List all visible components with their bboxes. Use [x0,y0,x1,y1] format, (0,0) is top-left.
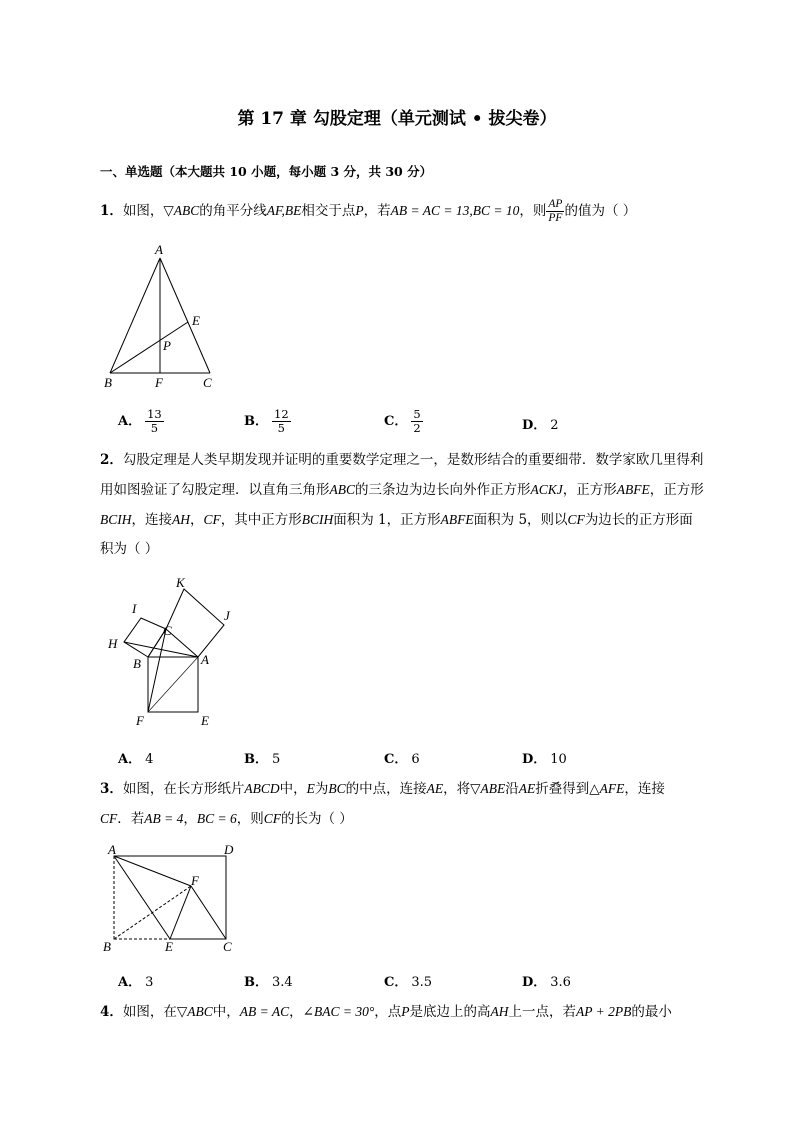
options-q2: A． 4 B． 5 C． 6 D． 10 [118,752,567,767]
figure-q3-rectangle [100,840,245,960]
label-F: F [155,375,163,390]
label-E: E [165,939,173,954]
label-C: C [223,939,232,954]
label-C: C [203,375,212,390]
question-number: 1． [100,203,123,219]
label-E: E [201,713,209,728]
label-P: P [163,338,171,353]
label-B: B [103,939,111,954]
label-C: C [163,623,172,638]
label-A: A [155,242,163,257]
question-2: 2．勾股定理是人类早期发现并证明的重要数学定理之一，是数形结合的重要细带．数学家欧几里得利 用如图验证了勾股定理．以直角三角形ABC的三条边为边长向外作正方形ACKJ，正方形ABFE，正方形 BCIH，连接AH，CF，其中正方形BCIH面积为 1，正方形ABFE面积为 5，则以CF为边长的正方形面 积为（ ） [100,452,704,557]
question-3: 3．如图，在长方形纸片ABCD中，E为BC的中点，连接AE，将▽ABE沿AE折叠得到△AFE，连接 CF．若AB = 4，BC = 6，则CF的长为（ ） [100,781,665,827]
options-q3: A． 3 B． 3.4 C． 3.5 D． 3.6 [118,975,571,990]
figure-q1-triangle [100,240,230,395]
label-F: F [136,713,144,728]
label-D: D [224,842,234,857]
label-I: I [132,601,137,616]
options-q1: A． $\frac{13}{5}$ B． $\frac{12}{5}$ C． $\frac{5}{2}$ D． 2 [118,407,559,435]
page-title: 第 17 章 勾股定理（单元测试 • 拔尖卷） [237,109,557,129]
label-J: J [224,608,230,623]
label-E: E [192,313,200,328]
label-H: H [108,636,118,651]
section-heading: 一、单选题（本大题共 10 小题，每小题 3 分，共 30 分） [100,164,433,179]
label-A: A [108,842,116,857]
label-K: K [176,575,185,590]
label-B: B [104,375,112,390]
question-1: 1．如图，▽ABC的角平分线AF,BE相交于点P，若AB = AC = 13,BC = 10，则 $\frac{AP}{PF}$ 的值为（ ） [100,198,637,224]
figure-q2-squares [100,575,245,730]
label-A: A [201,652,209,667]
label-F: F [191,873,199,888]
fraction-ap-pf: $\frac{AP}{PF}$ [548,198,563,224]
question-4: 4．如图，在▽ABC中，AB = AC，∠BAC = 30°，点P是底边上的高AH上一点，若AP + 2PB的最小 [100,1004,672,1020]
label-B: B [133,656,141,671]
